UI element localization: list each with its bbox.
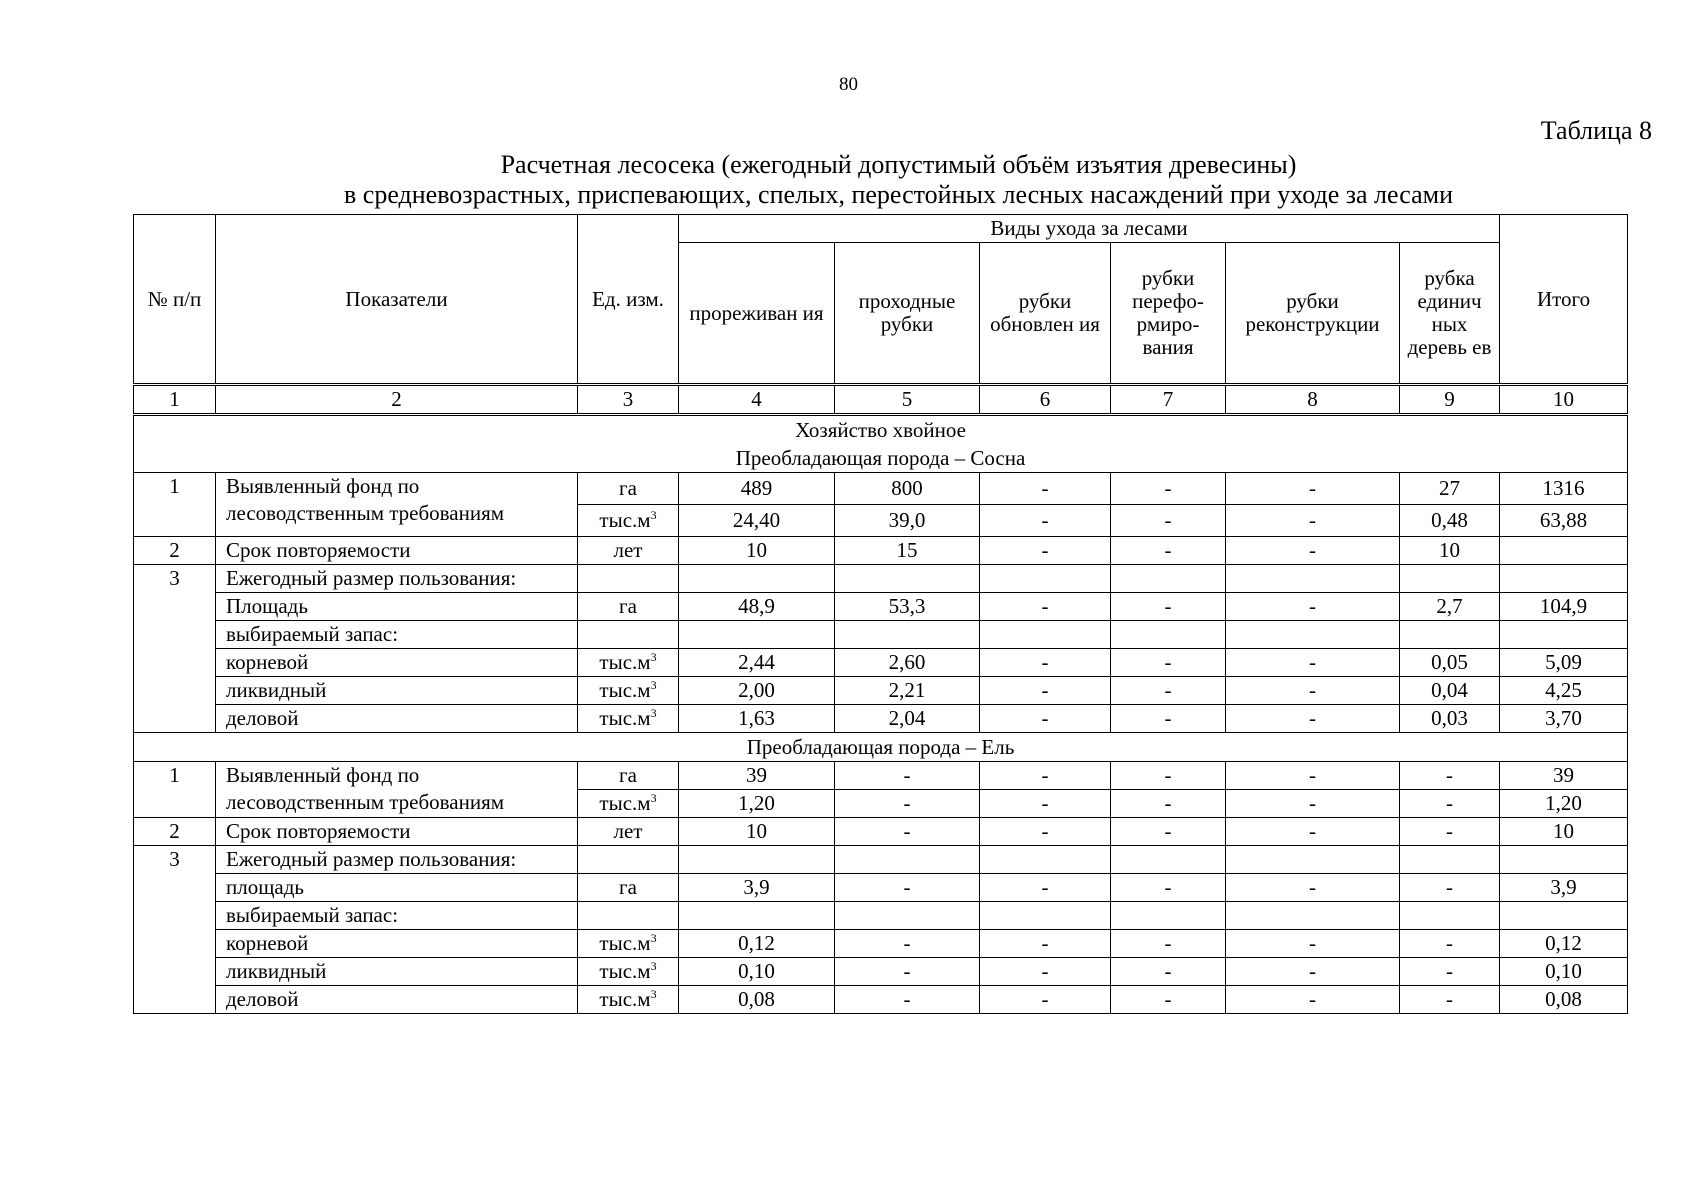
value-cell: - (1111, 593, 1226, 621)
header-thinning: прореживан ия (679, 243, 835, 385)
row-number: 2 (134, 818, 216, 846)
value-cell: - (1111, 505, 1226, 537)
farm-type: Хозяйство хвойное (795, 418, 966, 442)
label-area: Площадь (216, 593, 578, 621)
value-cell: - (1111, 473, 1226, 505)
value-cell: 3,70 (1500, 705, 1628, 733)
label-liquid: ликвидный (216, 958, 578, 986)
value-cell: 39 (1500, 762, 1628, 790)
unit-cell: $тыс.м^3$ (578, 677, 679, 705)
value-cell: 2,7 (1400, 593, 1500, 621)
label-liquid: ликвидный (216, 677, 578, 705)
value-cell: 0,05 (1400, 649, 1500, 677)
value-cell: - (980, 986, 1111, 1014)
unit-cell (578, 565, 679, 593)
unit-cell: $тыс.м^3$ (578, 705, 679, 733)
value-cell: - (835, 986, 980, 1014)
label-root: корневой (216, 930, 578, 958)
unit-cell: $тыс.м^3$ (578, 958, 679, 986)
value-cell (1500, 846, 1628, 874)
value-cell: - (835, 790, 980, 818)
column-number: 4 (679, 385, 835, 415)
value-cell: - (980, 958, 1111, 986)
value-cell: - (1226, 649, 1400, 677)
value-cell: 5,09 (1500, 649, 1628, 677)
value-cell: - (980, 473, 1111, 505)
value-cell: 0,12 (679, 930, 835, 958)
value-cell (835, 846, 980, 874)
label-stock: выбираемый запас: (216, 621, 578, 649)
value-cell (980, 621, 1111, 649)
value-cell (1226, 621, 1400, 649)
species-pine: Преобладающая порода – Сосна (735, 446, 1026, 470)
value-cell: - (1226, 790, 1400, 818)
value-cell: - (980, 593, 1111, 621)
value-cell: 2,60 (835, 649, 980, 677)
value-cell: 800 (835, 473, 980, 505)
value-cell (1111, 565, 1226, 593)
value-cell: - (1111, 537, 1226, 565)
value-cell: - (1226, 874, 1400, 902)
value-cell: - (1226, 505, 1400, 537)
column-number: 5 (835, 385, 980, 415)
value-cell: 15 (835, 537, 980, 565)
header-unit: Ед. изм. (578, 215, 679, 385)
value-cell: - (1226, 473, 1400, 505)
value-cell: 2,21 (835, 677, 980, 705)
value-cell: 3,9 (1500, 874, 1628, 902)
unit-cell: $тыс.м^3$ (578, 790, 679, 818)
value-cell: - (1226, 677, 1400, 705)
value-cell: - (980, 505, 1111, 537)
value-cell: 104,9 (1500, 593, 1628, 621)
value-cell: - (980, 537, 1111, 565)
value-cell: - (1226, 593, 1400, 621)
value-cell: 0,08 (679, 986, 835, 1014)
value-cell: - (1400, 874, 1500, 902)
value-cell (835, 565, 980, 593)
value-cell (1500, 902, 1628, 930)
value-cell: - (1226, 537, 1400, 565)
unit-cell: лет (578, 537, 679, 565)
value-cell: - (1400, 986, 1500, 1014)
label-repeat-period: Срок повторяемости (216, 818, 578, 846)
value-cell: - (1226, 762, 1400, 790)
value-cell (835, 621, 980, 649)
unit-cell: га (578, 762, 679, 790)
value-cell: 39 (679, 762, 835, 790)
value-cell: - (1226, 705, 1400, 733)
header-care-types: Виды ухода за лесами (679, 215, 1500, 243)
table-title (0, 150, 1697, 210)
value-cell: - (980, 677, 1111, 705)
value-cell: - (1226, 958, 1400, 986)
allowable-cut-table (133, 214, 1628, 1014)
value-cell: 10 (1400, 537, 1500, 565)
value-cell: 10 (1500, 818, 1628, 846)
value-cell: 489 (679, 473, 835, 505)
section-heading-pine (134, 415, 1628, 473)
value-cell (1226, 565, 1400, 593)
value-cell: 2,44 (679, 649, 835, 677)
value-cell: - (980, 705, 1111, 733)
unit-cell: га (578, 874, 679, 902)
value-cell (1400, 565, 1500, 593)
value-cell: - (1111, 818, 1226, 846)
value-cell (679, 902, 835, 930)
value-cell: 0,10 (679, 958, 835, 986)
value-cell: 0,48 (1400, 505, 1500, 537)
unit-cell: га (578, 593, 679, 621)
unit-cell: $тыс.м^3$ (578, 649, 679, 677)
value-cell: - (980, 762, 1111, 790)
value-cell: 48,9 (679, 593, 835, 621)
label-annual-use: Ежегодный размер пользования: (216, 565, 578, 593)
label-area: площадь (216, 874, 578, 902)
column-number: 9 (1400, 385, 1500, 415)
value-cell: 1,20 (1500, 790, 1628, 818)
label-root: корневой (216, 649, 578, 677)
header-reconstruction: рубки реконструкции (1226, 243, 1400, 385)
value-cell: - (1111, 986, 1226, 1014)
value-cell: 0,12 (1500, 930, 1628, 958)
row-number: 3 (134, 565, 216, 733)
header-total: Итого (1500, 215, 1628, 385)
value-cell: - (1226, 930, 1400, 958)
value-cell: 2,04 (835, 705, 980, 733)
page-number: 80 (839, 74, 858, 95)
title-line-1: Расчетная лесосека (ежегодный допустимый объём изъятия древесины) (500, 150, 1297, 179)
header-passage: проходные рубки (835, 243, 980, 385)
value-cell: - (1111, 958, 1226, 986)
value-cell: 4,25 (1500, 677, 1628, 705)
column-number: 7 (1111, 385, 1226, 415)
value-cell: - (980, 874, 1111, 902)
value-cell (1400, 846, 1500, 874)
label-identified-fund: Выявленный фонд по лесоводственным требованиям (216, 762, 578, 818)
unit-cell: лет (578, 818, 679, 846)
value-cell: 3,9 (679, 874, 835, 902)
value-cell (980, 846, 1111, 874)
value-cell: - (1111, 677, 1226, 705)
unit-cell (578, 846, 679, 874)
unit-cell (578, 621, 679, 649)
label-identified-fund: Выявленный фонд по лесоводственным требованиям (216, 473, 578, 537)
header-indicators: Показатели (216, 215, 578, 385)
title-line-2: в средневозрастных, приспевающих, спелых, перестойных лесных насаждений при уходе за лесами (344, 180, 1453, 209)
unit-cell: $тыс.м^3$ (578, 505, 679, 537)
value-cell: 1316 (1500, 473, 1628, 505)
value-cell: 0,04 (1400, 677, 1500, 705)
value-cell: - (1111, 790, 1226, 818)
label-annual-use: Ежегодный размер пользования: (216, 846, 578, 874)
value-cell: - (835, 958, 980, 986)
value-cell: 63,88 (1500, 505, 1628, 537)
value-cell (980, 565, 1111, 593)
value-cell: - (1111, 705, 1226, 733)
value-cell: - (980, 818, 1111, 846)
value-cell: - (1226, 986, 1400, 1014)
value-cell: - (1400, 762, 1500, 790)
column-number: 2 (216, 385, 578, 415)
value-cell: - (1226, 818, 1400, 846)
column-number: 6 (980, 385, 1111, 415)
value-cell: - (1400, 930, 1500, 958)
row-number: 1 (134, 473, 216, 537)
value-cell (1500, 621, 1628, 649)
value-cell: - (835, 818, 980, 846)
value-cell: 10 (679, 537, 835, 565)
value-cell: 2,00 (679, 677, 835, 705)
value-cell (1111, 621, 1226, 649)
value-cell (679, 621, 835, 649)
value-cell (1500, 537, 1628, 565)
value-cell (1226, 902, 1400, 930)
value-cell: 0,03 (1400, 705, 1500, 733)
column-number: 8 (1226, 385, 1400, 415)
row-number: 1 (134, 762, 216, 818)
row-number: 2 (134, 537, 216, 565)
value-cell (1400, 621, 1500, 649)
value-cell (679, 565, 835, 593)
table-label: Таблица 8 (1540, 116, 1652, 145)
value-cell: - (835, 762, 980, 790)
value-cell: - (1400, 790, 1500, 818)
value-cell: 0,10 (1500, 958, 1628, 986)
value-cell: - (1400, 958, 1500, 986)
value-cell: 39,0 (835, 505, 980, 537)
value-cell (1226, 846, 1400, 874)
value-cell: - (835, 874, 980, 902)
value-cell: 0,08 (1500, 986, 1628, 1014)
column-number: 3 (578, 385, 679, 415)
value-cell: - (980, 930, 1111, 958)
header-num: № п/п (134, 215, 216, 385)
column-number: 1 (134, 385, 216, 415)
value-cell: - (980, 649, 1111, 677)
value-cell (1111, 902, 1226, 930)
value-cell (679, 846, 835, 874)
value-cell (835, 902, 980, 930)
value-cell (1400, 902, 1500, 930)
value-cell: 10 (679, 818, 835, 846)
species-spruce: Преобладающая порода – Ель (134, 733, 1628, 762)
header-reform: рубки перефо- рмиро- вания (1111, 243, 1226, 385)
unit-cell: $тыс.м^3$ (578, 930, 679, 958)
unit-cell (578, 902, 679, 930)
label-business: деловой (216, 986, 578, 1014)
row-number: 3 (134, 846, 216, 1014)
column-number: 10 (1500, 385, 1628, 415)
unit-cell: $тыс.м^3$ (578, 986, 679, 1014)
label-stock: выбираемый запас: (216, 902, 578, 930)
value-cell: - (835, 930, 980, 958)
value-cell: - (1400, 818, 1500, 846)
value-cell (980, 902, 1111, 930)
value-cell: - (1111, 649, 1226, 677)
header-renewal: рубки обновлен ия (980, 243, 1111, 385)
value-cell: 1,20 (679, 790, 835, 818)
value-cell: - (1111, 762, 1226, 790)
value-cell (1500, 565, 1628, 593)
value-cell: 53,3 (835, 593, 980, 621)
value-cell: - (980, 790, 1111, 818)
value-cell: 24,40 (679, 505, 835, 537)
value-cell: - (1111, 930, 1226, 958)
value-cell (1111, 846, 1226, 874)
header-single-trees: рубка единич ных деревь ев (1400, 243, 1500, 385)
value-cell: - (1111, 874, 1226, 902)
label-repeat-period: Срок повторяемости (216, 537, 578, 565)
value-cell: 27 (1400, 473, 1500, 505)
unit-cell: га (578, 473, 679, 505)
value-cell: 1,63 (679, 705, 835, 733)
label-business: деловой (216, 705, 578, 733)
